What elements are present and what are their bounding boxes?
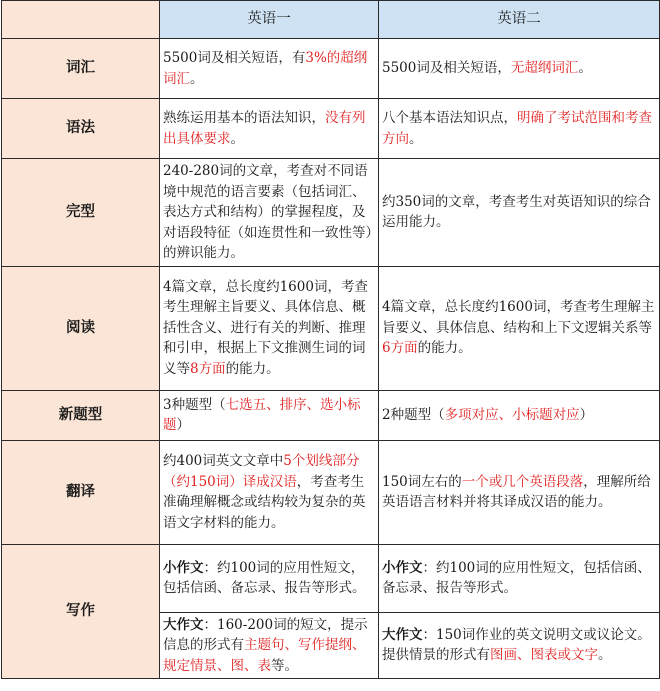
reading-english-2: 4篇文章，总长度约1600词，考查考生理解主旨要义、具体信息、结构和上下文逻辑关系等6方面的能力。 xyxy=(379,266,660,390)
row-label-newtype: 新题型 xyxy=(2,390,160,440)
highlight: 七选五、排序、选小标题 xyxy=(163,396,361,433)
header-english-2: 英语二 xyxy=(379,1,660,39)
highlight: 主题句、写作提纲、规定情景、图、表 xyxy=(163,637,366,674)
cloze-english-2: 约350词的文章，考查考生对英语知识的综合运用能力。 xyxy=(379,159,660,267)
comparison-table xyxy=(1,0,660,679)
cloze-english-1: 240-280词的文章，考查对不同语境中规范的语言要素（包括词汇、表达方式和结构）的掌握程度，及对语段特征（如连贯性和一致性等）的辨识能力。 xyxy=(160,159,379,267)
row-label-reading: 阅读 xyxy=(2,266,160,390)
highlight: 没有列出具体要求 xyxy=(163,110,366,147)
row-label-grammar: 语法 xyxy=(2,99,160,159)
row-reading xyxy=(2,266,660,390)
writing-small-english-2: 小作文：约100词的应用性短文，包括信函、备忘录、报告等形式。 xyxy=(379,544,660,612)
highlight: 一个或几个英语段落 xyxy=(461,473,584,490)
newtype-english-1: 3种题型（七选五、排序、选小标题） xyxy=(160,390,379,440)
translation-english-2: 150词左右的一个或几个英语段落，理解所给英语语言材料并将其译成汉语的能力。 xyxy=(379,440,660,544)
row-newtype xyxy=(2,390,660,440)
row-label-cloze: 完型 xyxy=(2,159,160,267)
writing-big-english-2: 大作文：150词作业的英文说明文或议论文。提供情景的形式有图画、图表或文字。 xyxy=(379,612,660,679)
newtype-english-2: 2种题型（多项对应、小标题对应） xyxy=(379,390,660,440)
highlight: 明确了考试范围和考查方向 xyxy=(382,110,652,147)
header-english-1: 英语一 xyxy=(160,1,379,39)
reading-english-1: 4篇文章，总长度约1600词，考查考生理解主旨要义、具体信息、概括性含义、进行有关的判断、推理和引申，根据上下文推测生词的词义等8方面的能力。 xyxy=(160,266,379,390)
highlight: 多项对应、小标题对应 xyxy=(444,406,580,423)
highlight: 3%的超纲词汇 xyxy=(163,50,368,87)
header-blank-cell xyxy=(2,1,160,39)
row-writing-small xyxy=(2,544,660,612)
row-label-vocab: 词汇 xyxy=(2,39,160,99)
row-cloze xyxy=(2,159,660,267)
row-label-translation: 翻译 xyxy=(2,440,160,544)
writing-small-english-1: 小作文：约100词的应用性短文，包括信函、备忘录、报告等形式。 xyxy=(160,544,379,612)
row-grammar xyxy=(2,99,660,159)
vocab-english-2: 5500词及相关短语，无超纲词汇。 xyxy=(379,39,660,99)
highlight: 6方面 xyxy=(382,340,418,357)
row-translation xyxy=(2,440,660,544)
highlight: 图画、图表或文字 xyxy=(490,647,598,664)
grammar-english-1: 熟练运用基本的语法知识，没有列出具体要求。 xyxy=(160,99,379,159)
highlight: 5个划线部分（约150词）译成汉语 xyxy=(163,453,360,490)
highlight: 8方面 xyxy=(190,360,226,377)
header-row xyxy=(2,1,660,39)
grammar-english-2: 八个基本语法知识点，明确了考试范围和考查方向。 xyxy=(379,99,660,159)
writing-big-english-1: 大作文：160-200词的短文，提示信息的形式有主题句、写作提纲、规定情景、图、表等。 xyxy=(160,612,379,679)
vocab-english-1: 5500词及相关短语，有3%的超纲词汇。 xyxy=(160,39,379,99)
row-label-writing: 写作 xyxy=(2,544,160,679)
highlight: 无超纲词汇 xyxy=(510,60,579,77)
translation-english-1: 约400词英文文章中5个划线部分（约150词）译成汉语，考查考生准确理解概念或结构较为复杂的英语文字材料的能力。 xyxy=(160,440,379,544)
row-vocab xyxy=(2,39,660,99)
